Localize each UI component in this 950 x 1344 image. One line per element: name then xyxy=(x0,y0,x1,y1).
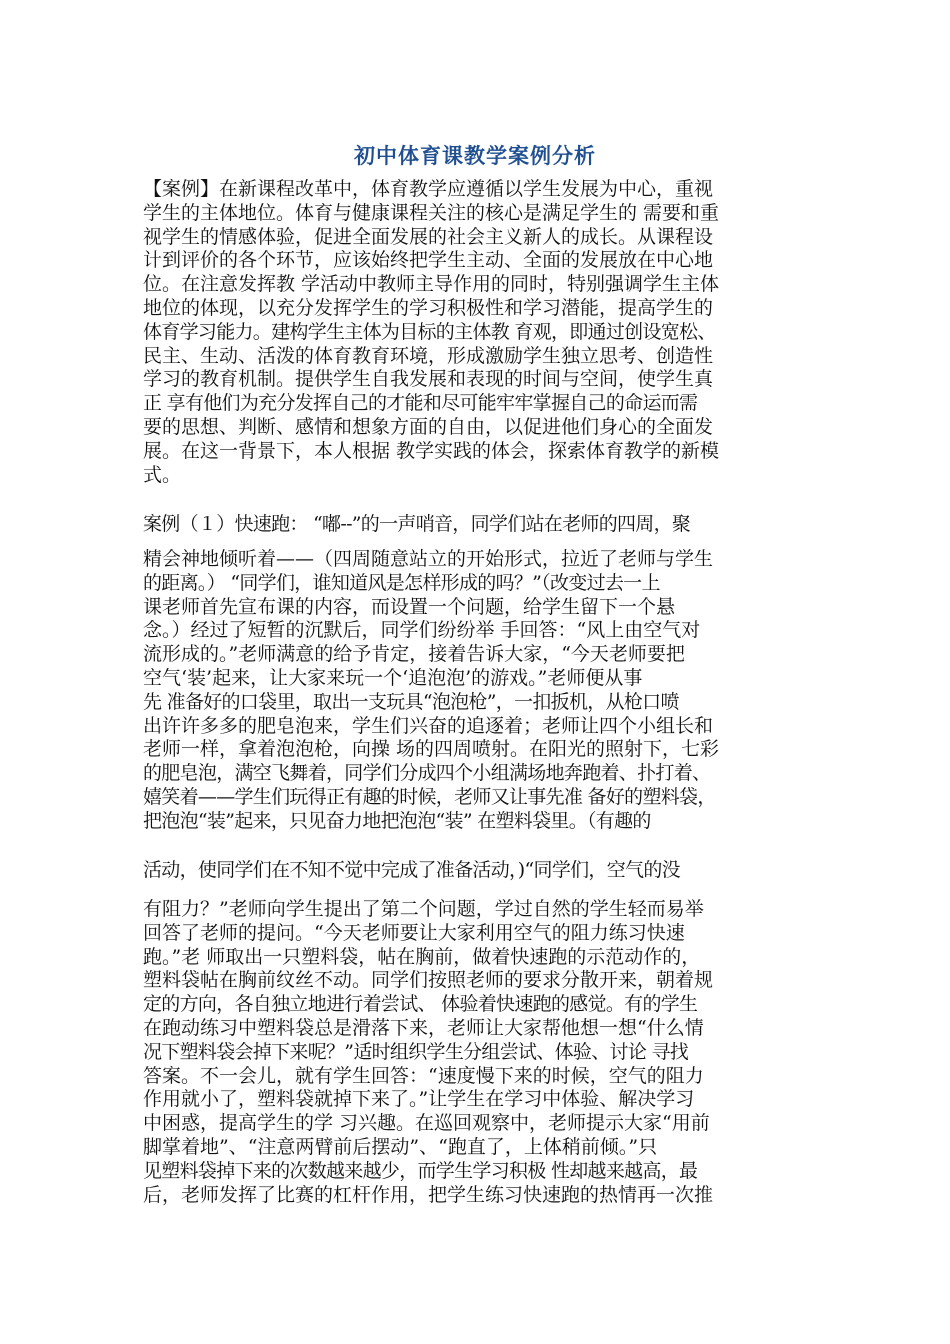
text-line: 的肥皂泡，满空飞舞着，同学们分成四个小组满场地奔跑着、扑打着、 xyxy=(143,762,711,785)
paragraph-activity xyxy=(143,859,823,883)
text-line: 民主、生动、活泼的体育教育环境，形成激励学生独立思考、创造性 xyxy=(143,344,714,367)
text-line: 把泡泡“装”起来，只见奋力地把泡泡“装” 在塑料袋里。（有趣的 xyxy=(143,809,651,832)
text-line: 计到评价的各个环节，应该始终把学生主动、全面的发展放在中心地 xyxy=(143,249,714,272)
text-line: 正 享有他们为充分发挥自己的才能和尽可能牢牢掌握自己的命运而需 xyxy=(143,392,698,415)
text-line: 位。在注意发挥教 学活动中教师主导作用的同时，特别强调学生主体 xyxy=(143,273,720,296)
text-line: 地位的体现，以充分发挥学生的学习积极性和学习潜能，提高学生的 xyxy=(143,296,714,319)
text-line: 作用就小了，塑料袋就掉下来了。”让学生在学习中体验、解决学习 xyxy=(143,1088,695,1111)
text-line: 在跑动练习中塑料袋总是滑落下来，老师让大家帮他想一想“什么情 xyxy=(143,1016,704,1039)
text-line: 的距离。） “同学们，谁知道风是怎样形成的吗？”（改变过去一上 xyxy=(143,571,660,594)
text-line: 跑。”老 师取出一只塑料袋，帖在胸前，做着快速跑的示范动作的， xyxy=(143,945,701,968)
paragraph-case-heading xyxy=(143,513,823,537)
text-line: 后，老师发挥了比赛的杠杆作用，把学生练习快速跑的热情再一次推 xyxy=(143,1183,714,1206)
text-line: 中困惑，提高学生的学 习兴趣。在巡回观察中，老师提示大家“用前 xyxy=(143,1112,710,1135)
text-line: 空气‘装’起来，让大家来玩一个‘追泡泡’的游戏。”老师便从事 xyxy=(143,666,643,689)
text-line: 答案。不一会儿，就有学生回答：“速度慢下来的时候，空气的阻力 xyxy=(143,1064,704,1087)
text-line: 展。在这一背景下，本人根据 教学实践的体会，探索体育教学的新模 xyxy=(143,439,720,462)
text-line: 要的思想、判断、感情和想象方面的自由，以促进他们身心的全面发 xyxy=(143,415,714,438)
text-line: 先 准备好的口袋里，取出一支玩具“泡泡枪”，一扣扳机，从枪口喷 xyxy=(143,690,679,713)
paragraph-case-body xyxy=(143,548,823,834)
text-line: 出许许多多的肥皂泡来，学生们兴奋的追逐着；老师让四个小组长和 xyxy=(143,714,714,737)
text-line: 活动，使同学们在不知不觉中完成了准备活动，)“同学们，空气的没 xyxy=(143,859,680,881)
text-line: 视学生的情感体验，促进全面发展的社会主义新人的成长。从课程设 xyxy=(143,225,714,248)
paragraph-air-resistance xyxy=(143,898,823,1207)
paragraph-intro xyxy=(143,178,823,487)
text-line: 有阻力？”老师向学生提出了第二个问题，学过自然的学生轻而易举 xyxy=(143,898,704,920)
text-line: 念。）经过了短暂的沉默后，同学们纷纷举 手回答：“风上由空气对 xyxy=(143,619,701,642)
text-line: 回答了老师的提问。“今天老师要让大家利用空气的阻力练习快速 xyxy=(143,921,685,944)
text-line: 学习的教育机制。提供学生自我发展和表现的时间与空间，使学生真 xyxy=(143,368,714,391)
text-line: 嬉笑着——学生们玩得正有趣的时候，老师又让事先准 备好的塑料袋， xyxy=(143,785,716,808)
text-line: 脚掌着地”、“注意两臂前后摆动”、“跑直了，上体稍前倾。”只 xyxy=(143,1135,658,1158)
text-line: 况下塑料袋会掉下来呢？”适时组织学生分组尝试、体验、讨论 寻找 xyxy=(143,1040,689,1063)
text-line: 老师一样，拿着泡泡枪，向操 场的四周喷射。在阳光的照射下，七彩 xyxy=(143,738,720,761)
text-line: 见塑料袋掉下来的次数越来越少，而学生学习积极 性却越来越高，最 xyxy=(143,1159,698,1182)
text-line: 塑料袋帖在胸前纹丝不动。同学们按照老师的要求分散开来，朝着规 xyxy=(143,969,714,992)
text-line: 案例（１）快速跑： “嘟--”的一声哨音，同学们站在老师的四周，聚 xyxy=(143,513,691,535)
text-line: 式。 xyxy=(143,463,182,486)
text-line: 课老师首先宣布课的内容，而设置一个问题，给学生留下一个悬 xyxy=(143,595,676,618)
text-line: 体育学习能力。建构学生主体为目标的主体教 育观，即通过创设宽松、 xyxy=(143,320,716,343)
text-line: 学生的主体地位。体育与健康课程关注的核心是满足学生的 需要和重 xyxy=(143,201,720,224)
document-title: 初中体育课教学案例分析 xyxy=(354,143,596,168)
text-line: 精会神地倾听着——（四周随意站立的开始形式，拉近了老师与学生 xyxy=(143,548,714,570)
text-line: 流形成的。”老师满意的给予肯定，接着告诉大家，“今天老师要把 xyxy=(143,643,685,666)
text-line: 定的方向，各自独立地进行着尝试、 体验着快速跑的感觉。有的学生 xyxy=(143,993,698,1016)
text-line: 【案例】在新课程改革中，体育教学应遵循以学生发展为中心，重视 xyxy=(143,178,714,200)
